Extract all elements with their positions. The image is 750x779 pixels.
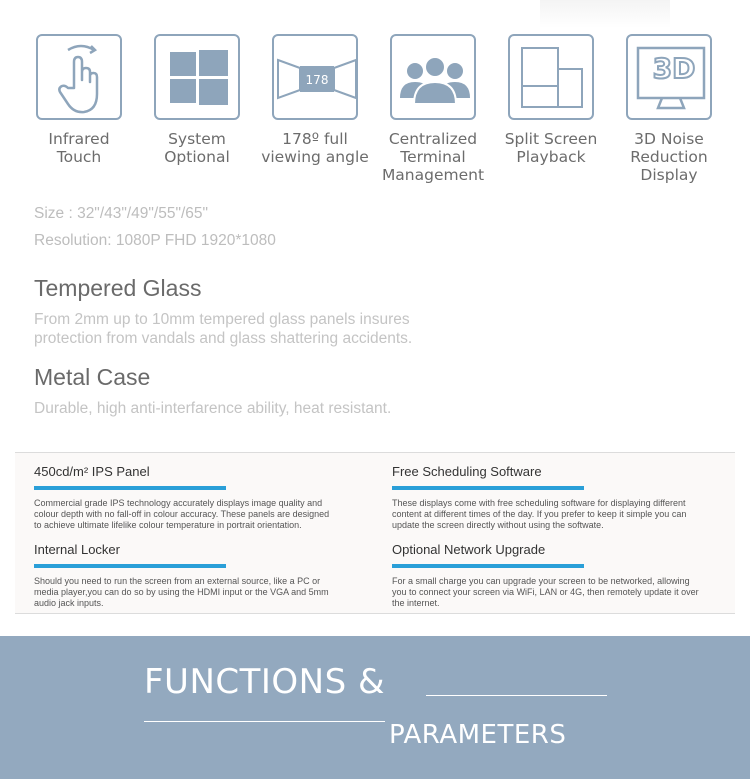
banner-title-line2: PARAMETERS: [389, 720, 567, 750]
feature-label: System Optional: [164, 130, 230, 166]
panel-locker: [34, 542, 369, 609]
spec-resolution: Resolution: 1080P FHD 1920*1080: [34, 232, 276, 249]
feature-row: [20, 34, 730, 194]
panel-ips-text: Commercial grade IPS technology accurately displays image quality and colour depth with no fall-off in colour accuracy. These panels are designed to achieve ultimate lifelike colour temperature in portrait orientation.: [34, 498, 330, 530]
3d-text: 3D: [652, 52, 696, 85]
metal-case-title: Metal Case: [34, 364, 151, 390]
viewing-angle-icon: [272, 34, 358, 120]
feature-label: Infrared Touch: [48, 130, 110, 166]
monitor-3d-icon: [626, 34, 712, 120]
spec-size: Size : 32"/43"/49"/55"/65": [34, 205, 209, 222]
feature-label: 178º full viewing angle: [261, 130, 369, 166]
feature-label: Centralized Terminal Management: [381, 130, 485, 184]
hand-touch-icon: [36, 34, 122, 120]
panel-scheduling: [392, 464, 727, 531]
metal-case-text: Durable, high anti-interfarence ability, heat resistant.: [34, 400, 392, 417]
feature-system-optional: [138, 34, 256, 166]
banner-divider-right: [426, 695, 607, 696]
panel-ips: [34, 464, 369, 531]
features-panel: [15, 452, 735, 614]
panel-network-text: For a small charge you can upgrade your screen to be networked, allowing you to connect your screen via WiFi, LAN or 4G, then remotely update it over the internet.: [392, 576, 699, 608]
panel-scheduling-title: Free Scheduling Software: [392, 464, 542, 479]
top-shadow: [540, 0, 670, 28]
feature-label: 3D Noise Reduction Display: [630, 130, 708, 184]
banner-divider-left: [144, 721, 385, 722]
viewing-angle-text: 178: [305, 73, 329, 87]
feature-viewing-angle: [256, 34, 374, 166]
feature-split-screen: [492, 34, 610, 166]
panel-locker-title: Internal Locker: [34, 542, 120, 557]
windows-logo-icon: [154, 34, 240, 120]
feature-infrared-touch: [20, 34, 138, 166]
accent-bar: [392, 564, 584, 568]
accent-bar: [34, 486, 226, 490]
tempered-glass-title: Tempered Glass: [34, 275, 202, 301]
feature-label: Split Screen Playback: [504, 130, 598, 166]
feature-3d-noise-reduction: [610, 34, 728, 184]
feature-centralized-management: [374, 34, 492, 184]
panel-network: [392, 542, 727, 609]
banner-title-line1: FUNCTIONS &: [144, 662, 386, 702]
tempered-glass-text: From 2mm up to 10mm tempered glass panels insures protection from vandals and glass shattering accidents.: [34, 311, 413, 347]
split-screen-icon: [508, 34, 594, 120]
functions-banner: [0, 636, 750, 779]
panel-locker-text: Should you need to run the screen from an external source, like a PC or media player,you can do so by using the HDMI input or the VGA and 5mm audio jack inputs.: [34, 576, 329, 608]
accent-bar: [34, 564, 226, 568]
panel-scheduling-text: These displays come with free scheduling software for displaying different content at different times of the day. If you prefer to keep it simple you can update the screen directly without using the softwate.: [392, 498, 687, 530]
accent-bar: [392, 486, 584, 490]
panel-network-title: Optional Network Upgrade: [392, 542, 546, 557]
user-group-icon: [390, 34, 476, 120]
specs: [34, 205, 534, 259]
panel-ips-title: 450cd/m² IPS Panel: [34, 464, 150, 479]
